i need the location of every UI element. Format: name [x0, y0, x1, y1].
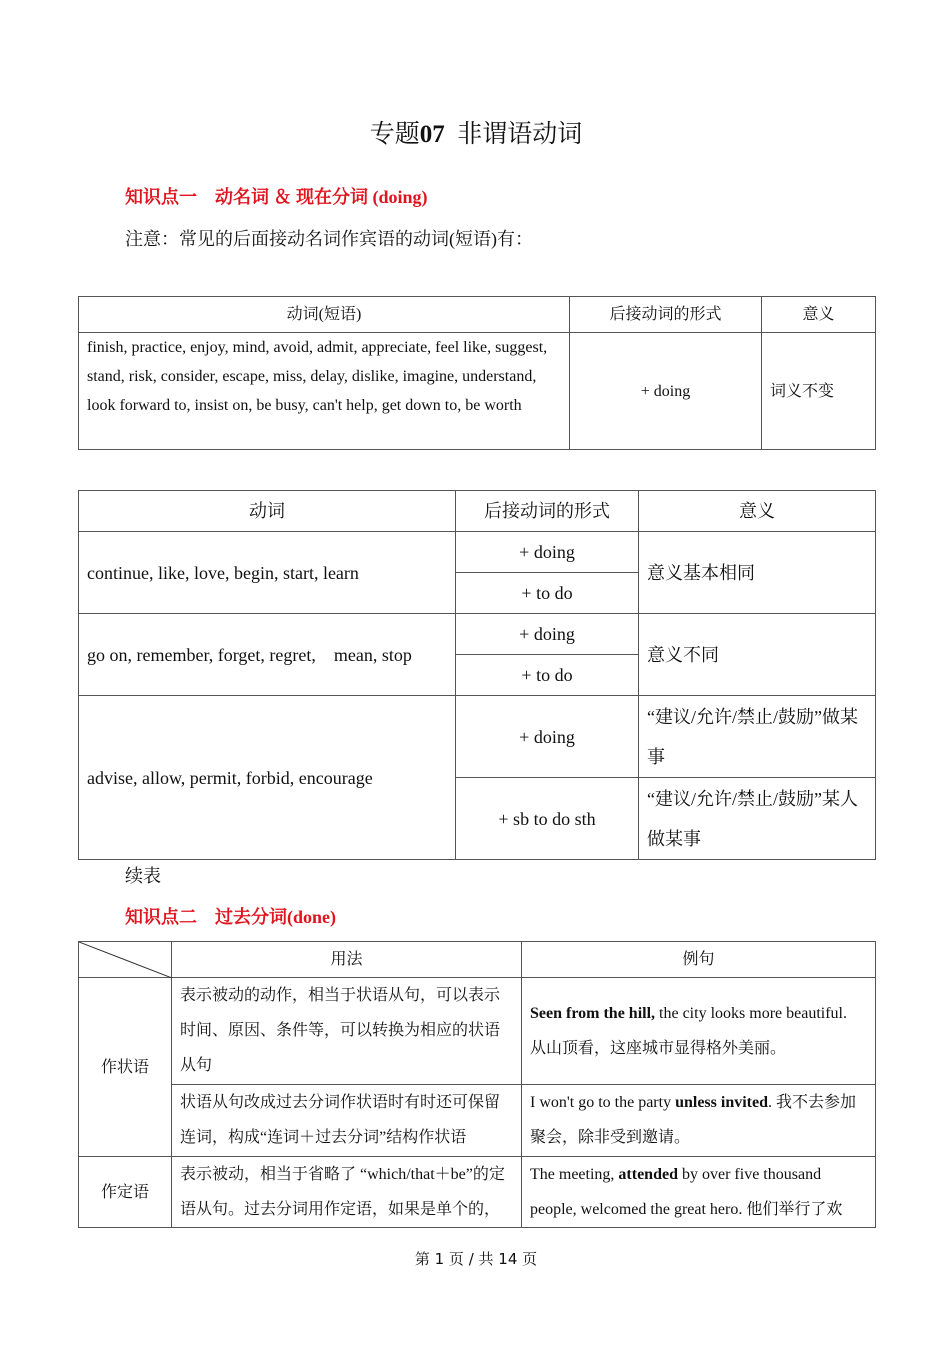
- verbs-cell: finish, practice, enjoy, mind, avoid, admit, appreciate, feel like, suggest, stand, risk, consider, escape, miss, delay, dislike, imagine, understand, look forward to, insist on, be busy, can't help, get down to, be worth: [79, 333, 570, 450]
- example-cell: [522, 1085, 876, 1157]
- verbs-cell: go on, remember, forget, regret, mean, stop: [79, 614, 456, 696]
- header-usage: 用法: [172, 942, 522, 978]
- form-cell: + to do: [456, 655, 639, 696]
- section1-heading: 知识点一 动名词 ＆ 现在分词 (doing): [125, 187, 428, 207]
- section1-note: 注意：常见的后面接动名词作宾语的动词(短语)有：: [125, 229, 533, 249]
- example-text: The meeting,: [530, 1166, 619, 1183]
- row-label: 作定语: [79, 1157, 172, 1228]
- meaning-cell: 意义不同: [639, 614, 876, 696]
- example-cell: [522, 978, 876, 1085]
- example-cell: [522, 1157, 876, 1228]
- table-gerund-verbs: [78, 296, 876, 450]
- table-row: [79, 333, 876, 450]
- verbs-cell: advise, allow, permit, forbid, encourage: [79, 696, 456, 860]
- header-verbs: 动词: [79, 491, 456, 532]
- example-text: by over five thousand people, welcomed the great hero. 他们举行了欢: [530, 1166, 843, 1218]
- meaning-cell: “建议/允许/禁止/鼓励”某人做某事: [639, 778, 876, 860]
- table-row: [79, 1085, 876, 1157]
- section2-heading: 知识点二 过去分词(done): [125, 907, 336, 927]
- table-row: [79, 614, 876, 655]
- header-form: 后接动词的形式: [456, 491, 639, 532]
- table-doing-todo: [78, 490, 876, 860]
- example-bold: attended: [618, 1166, 678, 1183]
- form-cell: + doing: [456, 696, 639, 778]
- page-title: 专题07 非谓语动词: [369, 121, 583, 148]
- usage-cell: 表示被动，相当于省略了 “which/that＋be”的定语从句。过去分词用作定语，如果是单个的，: [172, 1157, 522, 1228]
- form-cell: + sb to do sth: [456, 778, 639, 860]
- meaning-cell: “建议/允许/禁止/鼓励”做某事: [639, 696, 876, 778]
- table-past-participle: [78, 941, 876, 1228]
- table-row: [79, 1157, 876, 1228]
- meaning-cell: 词义不变: [762, 333, 876, 450]
- example-text: . 我不去参加聚会，除非受到邀请。: [530, 1094, 857, 1146]
- form-cell: + doing: [456, 614, 639, 655]
- usage-cell: 表示被动的动作，相当于状语从句，可以表示时间、原因、条件等，可以转换为相应的状语从句: [172, 978, 522, 1085]
- continued-label: 续表: [125, 866, 161, 886]
- diagonal-header-cell: [79, 942, 172, 978]
- usage-cell: 状语从句改成过去分词作状语时有时还可保留连词，构成“连词＋过去分词”结构作状语: [172, 1085, 522, 1157]
- example-translation: 从山顶看，这座城市显得格外美丽。: [530, 1040, 787, 1057]
- verbs-cell: continue, like, love, begin, start, learn: [79, 532, 456, 614]
- example-bold: unless invited: [675, 1094, 768, 1111]
- header-verbs: 动词(短语): [79, 297, 570, 333]
- page-footer: 第 1 页 / 共 14 页: [414, 1250, 538, 1268]
- form-cell: + doing: [456, 532, 639, 573]
- table-row: [79, 978, 876, 1085]
- meaning-cell: 意义基本相同: [639, 532, 876, 614]
- example-text: the city looks more beautiful.: [655, 1005, 847, 1022]
- header-meaning: 意义: [762, 297, 876, 333]
- header-meaning: 意义: [639, 491, 876, 532]
- example-bold: Seen from the hill,: [530, 1005, 656, 1022]
- table-row: [79, 696, 876, 778]
- row-label: 作状语: [79, 978, 172, 1157]
- header-example: 例句: [522, 942, 876, 978]
- form-cell: + doing: [570, 333, 762, 450]
- table-row: [79, 532, 876, 573]
- example-text: I won't go to the party: [530, 1094, 676, 1111]
- form-cell: + to do: [456, 573, 639, 614]
- header-form: 后接动词的形式: [570, 297, 762, 333]
